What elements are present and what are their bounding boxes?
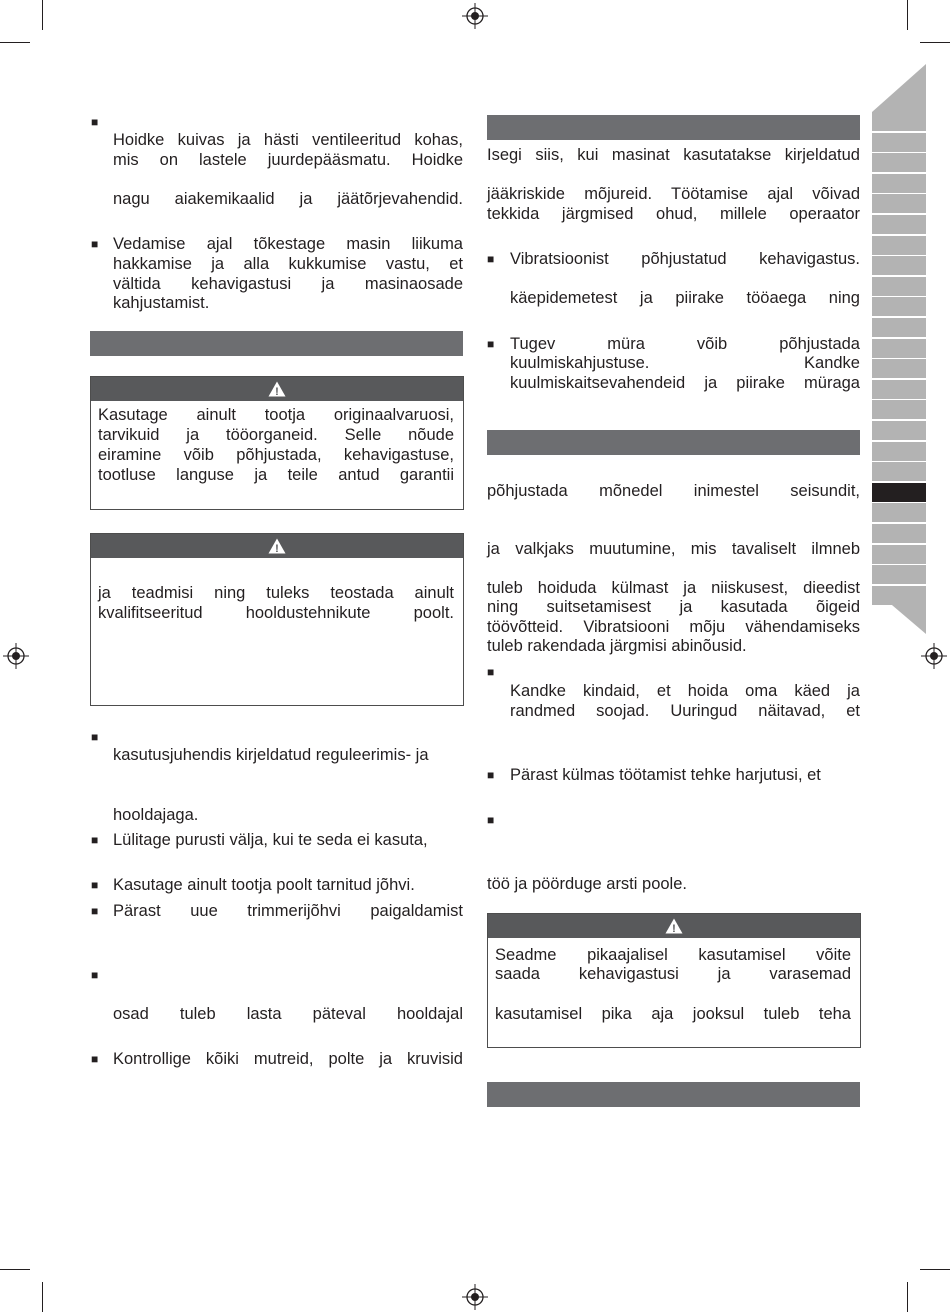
crop-mark	[907, 0, 908, 30]
bullet-marker: ■	[91, 833, 99, 847]
paragraph-line: Isegi siis, kui masinat kasutatakse kirjeldatud	[487, 146, 860, 164]
crop-mark	[0, 42, 30, 43]
paragraph-line: Lülitage purusti välja, kui te seda ei kasuta,	[113, 831, 428, 849]
paragraph-line: kahjustamist.	[113, 294, 210, 312]
bullet-marker: ■	[487, 813, 495, 827]
paragraph-line: Pärast uue trimmerijõhvi paigaldamist	[113, 902, 463, 920]
paragraph-line: töö ja pöörduge arsti poole.	[487, 875, 687, 893]
side-tab	[872, 339, 926, 358]
side-tab	[872, 380, 926, 399]
paragraph-line: nagu aiakemikaalid ja jäätõrjevahendid.	[113, 190, 463, 208]
side-tab	[872, 318, 926, 337]
side-tab-top-triangle	[872, 64, 926, 112]
warning-text-line: kvalifitseeritud hooldustehnikute poolt.	[98, 604, 454, 622]
warning-text-line: tarvikuid ja tööorganeid. Selle nõude	[98, 426, 454, 444]
section-heading-bar	[487, 1082, 860, 1107]
bullet-marker: ■	[91, 904, 99, 918]
paragraph-line: kuulmiskaitsevahendeid ja piirake müraga	[510, 374, 860, 392]
svg-text:!: !	[672, 923, 676, 934]
side-tab	[872, 442, 926, 461]
paragraph-line: mis on lastele juurdepääsmatu. Hoidke	[113, 151, 463, 169]
warning-header	[488, 914, 860, 938]
paragraph-line: kuulmiskahjustuse. Kandke	[510, 354, 860, 372]
paragraph-line: Kasutage ainult tootja poolt tarnitud jõhvi.	[113, 876, 415, 894]
bullet-marker: ■	[91, 878, 99, 892]
section-heading-bar	[487, 430, 860, 455]
paragraph-line: Tugev müra võib põhjustada	[510, 335, 860, 353]
crop-mark	[920, 42, 950, 43]
paragraph-line: põhjustada mõnedel inimestel seisundit,	[487, 482, 860, 500]
warning-text-line: eiramine võib põhjustada, kehavigastuse,	[98, 446, 454, 464]
paragraph-line: vältida kehavigastusi ja masinaosade	[113, 275, 463, 293]
warning-triangle-icon	[268, 538, 286, 554]
bullet-marker: ■	[487, 337, 495, 351]
bullet-marker: ■	[91, 237, 99, 251]
svg-text:!: !	[275, 386, 279, 397]
warning-triangle-icon	[665, 918, 683, 934]
side-tab	[872, 483, 926, 502]
crop-mark	[920, 1269, 950, 1270]
crop-mark	[0, 1269, 30, 1270]
paragraph-line: tuleb rakendada järgmisi abinõusid.	[487, 637, 747, 655]
paragraph-line: Pärast külmas töötamist tehke harjutusi, et	[510, 766, 821, 784]
warning-triangle-icon	[268, 381, 286, 397]
warning-text-line: tootluse languse ja teile antud garantii	[98, 466, 454, 484]
side-tab	[872, 359, 926, 378]
side-tab-bottom-triangle	[872, 588, 926, 634]
bullet-marker: ■	[91, 115, 99, 129]
warning-text-line: ja teadmisi ning tuleks teostada ainult	[98, 584, 454, 602]
crop-mark	[907, 1282, 908, 1312]
paragraph-line: jääkriskide mõjureid. Töötamise ajal võivad	[487, 185, 860, 203]
bullet-marker: ■	[487, 768, 495, 782]
side-tab	[872, 215, 926, 234]
paragraph-line: Kontrollige kõiki mutreid, polte ja kruvisid	[113, 1050, 463, 1068]
paragraph-line: Kandke kindaid, et hoida oma käed ja	[510, 682, 860, 700]
paragraph-line: Vedamise ajal tõkestage masin liikuma	[113, 235, 463, 253]
bullet-marker: ■	[91, 968, 99, 982]
bullet-marker: ■	[487, 252, 495, 266]
registration-mark-icon	[462, 1284, 488, 1310]
side-tab	[872, 462, 926, 481]
warning-text-line: kasutamisel pika aja jooksul tuleb teha	[495, 1005, 851, 1023]
warning-text-line: saada kehavigastusi ja varasemad	[495, 965, 851, 983]
side-tab	[872, 236, 926, 255]
side-tab	[872, 400, 926, 419]
side-tab	[872, 524, 926, 543]
paragraph-line: hakkamise ja alla kukkumise vastu, et	[113, 255, 463, 273]
registration-mark-icon	[3, 643, 29, 669]
paragraph-line: kasutusjuhendis kirjeldatud reguleerimis- ja	[113, 746, 429, 764]
paragraph-line: Hoidke kuivas ja hästi ventileeritud kohas,	[113, 131, 463, 149]
paragraph-line: Vibratsioonist põhjustatud kehavigastus.	[510, 250, 860, 268]
paragraph-line: tekkida järgmised ohud, millele operaator	[487, 205, 860, 223]
warning-text-line: Seadme pikaajalisel kasutamisel võite	[495, 946, 851, 964]
crop-mark	[42, 1282, 43, 1312]
paragraph-line: töövõtteid. Vibratsiooni mõju vähendamiseks	[487, 618, 860, 636]
registration-mark-icon	[462, 3, 488, 29]
section-heading-bar	[487, 115, 860, 140]
side-tab	[872, 545, 926, 564]
paragraph-line: hooldajaga.	[113, 806, 199, 824]
side-tab	[872, 297, 926, 316]
paragraph-line: randmed soojad. Uuringud näitavad, et	[510, 702, 860, 720]
side-tab	[872, 256, 926, 275]
side-tab	[872, 277, 926, 296]
side-tab	[872, 421, 926, 440]
bullet-marker: ■	[91, 730, 99, 744]
warning-header	[91, 534, 463, 558]
side-tab	[872, 565, 926, 584]
side-tab	[872, 133, 926, 152]
section-heading-bar	[90, 331, 463, 356]
bullet-marker: ■	[91, 1052, 99, 1066]
paragraph-line: käepidemetest ja piirake tööaega ning	[510, 289, 860, 307]
crop-mark	[42, 0, 43, 30]
side-tab	[872, 153, 926, 172]
warning-header	[91, 377, 463, 401]
registration-mark-icon	[921, 643, 947, 669]
svg-text:!: !	[275, 543, 279, 554]
paragraph-line: osad tuleb lasta päteval hooldajal	[113, 1005, 463, 1023]
side-tab	[872, 503, 926, 522]
warning-text-line: Kasutage ainult tootja originaalvaruosi,	[98, 406, 454, 424]
side-tab	[872, 112, 926, 131]
bullet-marker: ■	[487, 665, 495, 679]
paragraph-line: tuleb hoiduda külmast ja niiskusest, dieedist	[487, 579, 860, 597]
side-tab	[872, 174, 926, 193]
paragraph-line: ja valkjaks muutumine, mis tavaliselt ilmneb	[487, 540, 860, 558]
paragraph-line: ning suitsetamisest ja kasutada õigeid	[487, 598, 860, 616]
side-tab	[872, 194, 926, 213]
